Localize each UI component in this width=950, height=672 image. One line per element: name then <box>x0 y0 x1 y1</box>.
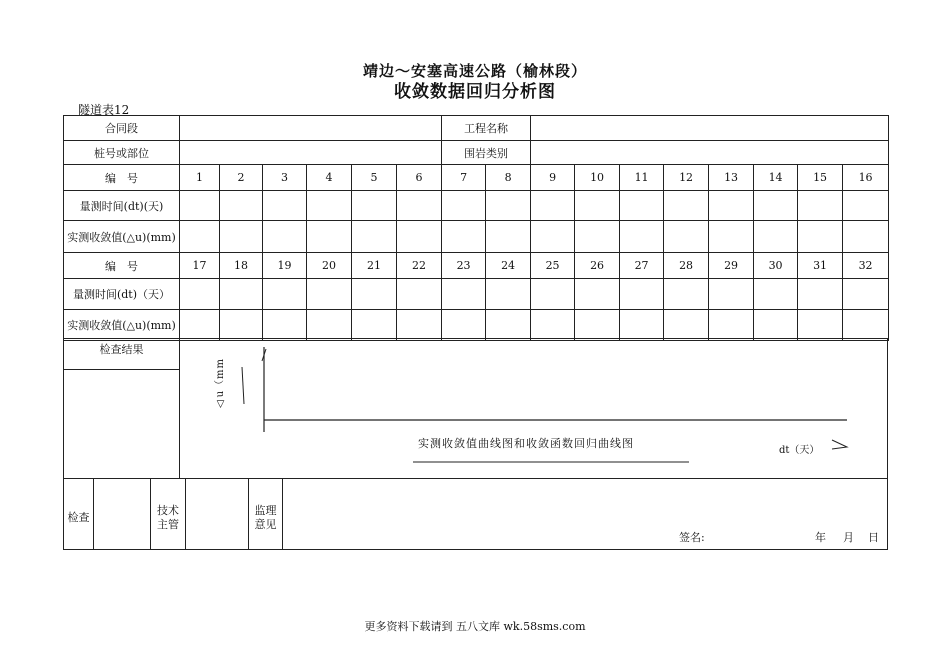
number-cell: 17 <box>180 253 220 279</box>
convergence-value-cell[interactable] <box>307 310 352 341</box>
y-axis-label: △u（mm <box>215 358 226 410</box>
time-value-cell[interactable] <box>486 191 531 221</box>
title-line-2: 收敛数据回归分析图 <box>394 82 556 102</box>
convergence-value-cell[interactable] <box>486 310 531 341</box>
check-value-cell[interactable] <box>93 478 151 550</box>
convergence-value-cell[interactable] <box>531 221 575 253</box>
time-value-cell[interactable] <box>397 279 442 310</box>
number-cell: 9 <box>531 165 575 191</box>
convergence-value-cell[interactable] <box>220 310 263 341</box>
convergence-value-cell[interactable] <box>352 221 397 253</box>
time-value-cell[interactable] <box>843 279 889 310</box>
convergence-value-cell[interactable] <box>798 310 843 341</box>
measurement-table <box>63 115 889 341</box>
convergence-value-cell[interactable] <box>620 221 664 253</box>
number-cell: 30 <box>754 253 798 279</box>
time-value-cell[interactable] <box>664 279 709 310</box>
time-value-cell[interactable] <box>180 191 220 221</box>
number-cell: 6 <box>397 165 442 191</box>
time-row-2 <box>64 279 889 310</box>
time-value-cell[interactable] <box>263 279 307 310</box>
time-value-cell[interactable] <box>352 279 397 310</box>
time-value-cell[interactable] <box>620 279 664 310</box>
chart-area <box>180 339 887 478</box>
time-value-cell[interactable] <box>486 279 531 310</box>
footer-text: 更多资料下载请到 五八文库 wk.58sms.com <box>364 620 586 633</box>
convergence-value-cell[interactable] <box>664 310 709 341</box>
time-value-cell[interactable] <box>220 279 263 310</box>
convergence-value-cell[interactable] <box>843 221 889 253</box>
time-value-cell[interactable] <box>754 191 798 221</box>
time-value-cell[interactable] <box>442 191 486 221</box>
value-label-2: 实测收敛值(△u)(mm) <box>64 310 180 341</box>
number-cell: 26 <box>575 253 620 279</box>
day-label: 日 <box>868 531 879 544</box>
number-cell: 21 <box>352 253 397 279</box>
number-cell: 13 <box>709 165 754 191</box>
station-value[interactable] <box>180 141 442 165</box>
x-axis-arrow-icon <box>832 440 847 449</box>
value-row-2 <box>64 310 889 341</box>
convergence-value-cell[interactable] <box>263 221 307 253</box>
number-cell: 11 <box>620 165 664 191</box>
time-value-cell[interactable] <box>709 191 754 221</box>
convergence-value-cell[interactable] <box>798 221 843 253</box>
number-row-2 <box>64 253 889 279</box>
number-cell: 29 <box>709 253 754 279</box>
y-axis-tick-mark <box>242 367 244 404</box>
number-cell: 12 <box>664 165 709 191</box>
convergence-value-cell[interactable] <box>531 310 575 341</box>
month-label: 月 <box>843 531 854 544</box>
contract-label: 合同段 <box>64 116 180 141</box>
time-value-cell[interactable] <box>843 191 889 221</box>
sign-label: 签名: <box>679 531 705 544</box>
convergence-value-cell[interactable] <box>709 221 754 253</box>
time-value-cell[interactable] <box>620 191 664 221</box>
number-label-1: 编 号 <box>64 165 180 191</box>
time-value-cell[interactable] <box>397 191 442 221</box>
time-value-cell[interactable] <box>531 191 575 221</box>
convergence-value-cell[interactable] <box>307 221 352 253</box>
station-label: 桩号或部位 <box>64 141 180 165</box>
convergence-value-cell[interactable] <box>575 221 620 253</box>
number-cell: 23 <box>442 253 486 279</box>
number-cell: 22 <box>397 253 442 279</box>
value-row-1 <box>64 221 889 253</box>
number-cell: 28 <box>664 253 709 279</box>
number-cell: 1 <box>180 165 220 191</box>
time-value-cell[interactable] <box>798 191 843 221</box>
convergence-value-cell[interactable] <box>180 310 220 341</box>
number-cell: 18 <box>220 253 263 279</box>
convergence-value-cell[interactable] <box>352 310 397 341</box>
tech-value-cell[interactable] <box>185 478 249 550</box>
time-value-cell[interactable] <box>263 191 307 221</box>
time-label-1: 量测时间(dt)(天) <box>64 191 180 221</box>
time-value-cell[interactable] <box>531 279 575 310</box>
convergence-value-cell[interactable] <box>709 310 754 341</box>
contract-value[interactable] <box>180 116 442 141</box>
number-label-2: 编 号 <box>64 253 180 279</box>
convergence-value-cell[interactable] <box>442 310 486 341</box>
time-value-cell[interactable] <box>307 191 352 221</box>
convergence-value-cell[interactable] <box>843 310 889 341</box>
convergence-value-cell[interactable] <box>486 221 531 253</box>
number-row-1 <box>64 165 889 191</box>
value-label-1: 实测收敛值(△u)(mm) <box>64 221 180 253</box>
title-line-1: 靖边～安塞高速公路（榆林段） <box>362 62 587 80</box>
project-value[interactable] <box>531 116 889 141</box>
number-cell: 16 <box>843 165 889 191</box>
number-cell: 2 <box>220 165 263 191</box>
time-value-cell[interactable] <box>442 279 486 310</box>
convergence-value-cell[interactable] <box>754 221 798 253</box>
time-value-cell[interactable] <box>575 191 620 221</box>
number-cell: 3 <box>263 165 307 191</box>
number-cell: 27 <box>620 253 664 279</box>
number-cell: 8 <box>486 165 531 191</box>
convergence-value-cell[interactable] <box>180 221 220 253</box>
number-cell: 25 <box>531 253 575 279</box>
time-value-cell[interactable] <box>798 279 843 310</box>
number-cell: 4 <box>307 165 352 191</box>
number-cell: 31 <box>798 253 843 279</box>
time-value-cell[interactable] <box>180 279 220 310</box>
convergence-value-cell[interactable] <box>754 310 798 341</box>
contract-row <box>64 116 889 141</box>
convergence-value-cell[interactable] <box>664 221 709 253</box>
convergence-value-cell[interactable] <box>575 310 620 341</box>
time-value-cell[interactable] <box>664 191 709 221</box>
supervisor-label-2: 意见 <box>254 518 277 531</box>
rock-label: 围岩类别 <box>442 141 531 165</box>
chart-caption: 实测收敛值曲线图和收敛函数回归曲线图 <box>418 437 634 450</box>
time-value-cell[interactable] <box>709 279 754 310</box>
result-label: 检查结果 <box>99 343 144 356</box>
check-label: 检查 <box>67 511 90 524</box>
convergence-value-cell[interactable] <box>442 221 486 253</box>
time-value-cell[interactable] <box>220 191 263 221</box>
rock-value[interactable] <box>531 141 889 165</box>
supervisor-label-1: 监理 <box>254 504 277 517</box>
year-label: 年 <box>815 531 826 544</box>
number-cell: 7 <box>442 165 486 191</box>
number-cell: 10 <box>575 165 620 191</box>
tech-label-1: 技术 <box>157 504 179 517</box>
number-cell: 5 <box>352 165 397 191</box>
time-value-cell[interactable] <box>307 279 352 310</box>
number-cell: 32 <box>843 253 889 279</box>
project-label: 工程名称 <box>442 116 531 141</box>
time-value-cell[interactable] <box>754 279 798 310</box>
number-cell: 20 <box>307 253 352 279</box>
number-cell: 15 <box>798 165 843 191</box>
number-cell: 24 <box>486 253 531 279</box>
convergence-value-cell[interactable] <box>397 221 442 253</box>
time-row-1 <box>64 191 889 221</box>
time-value-cell[interactable] <box>352 191 397 221</box>
convergence-value-cell[interactable] <box>620 310 664 341</box>
time-label-2: 量测时间(dt)（天） <box>64 279 180 310</box>
convergence-value-cell[interactable] <box>397 310 442 341</box>
station-row <box>64 141 889 165</box>
convergence-value-cell[interactable] <box>263 310 307 341</box>
tech-label-2: 主管 <box>157 518 179 531</box>
table-number: 隧道表12 <box>78 103 130 117</box>
convergence-value-cell[interactable] <box>220 221 263 253</box>
x-axis-label: dt（天） <box>779 445 820 456</box>
number-cell: 19 <box>263 253 307 279</box>
time-value-cell[interactable] <box>575 279 620 310</box>
number-cell: 14 <box>754 165 798 191</box>
